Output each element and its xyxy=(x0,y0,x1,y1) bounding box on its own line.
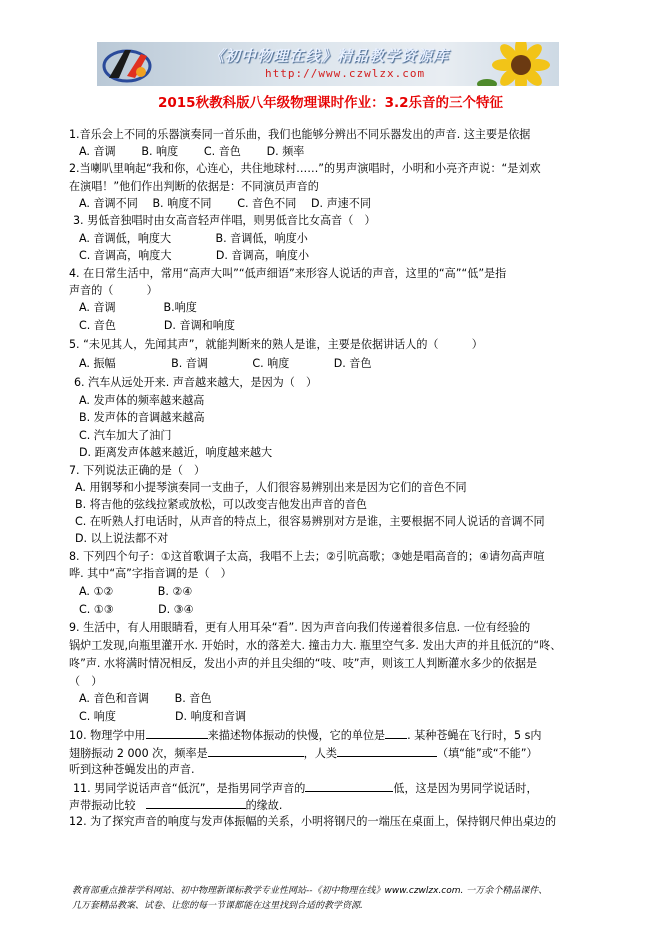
q9-options-cd: C. 响度 D. 响度和音调 xyxy=(79,710,247,723)
q10-blank-1[interactable] xyxy=(146,727,208,739)
q3-stem: 3. 男低音独唱时由女高音轻声伴唱，则男低音比女高音（ ） xyxy=(73,214,376,227)
q10-blank-2[interactable] xyxy=(385,727,407,739)
q3-options-cd: C. 音调高，响度大 D. 音调高，响度小 xyxy=(79,249,310,262)
q10-text-4: 翅膀振动 2 000 次，频率是 xyxy=(69,747,208,760)
q4-stem-line2: 声音的（ ） xyxy=(69,284,158,297)
q8-options-ab: A. ①② B. ②④ xyxy=(79,585,193,598)
q7-option-d: D. 以上说法都不对 xyxy=(75,532,169,545)
q2-stem-line1: 2.当喇叭里响起“我和你，心连心，共住地球村……”的男声演唱时，小明和小亮齐声说：“是刘欢 xyxy=(69,162,541,175)
czwlzx-logo-icon xyxy=(101,44,153,84)
q11-line1 xyxy=(73,780,538,797)
q11-text-3: 声带振动比较 xyxy=(69,799,136,812)
q10-blank-4[interactable] xyxy=(337,745,437,757)
q4-stem-line1: 4. 在日常生活中，常用“高声大叫”“低声细语”来形容人说话的声音，这里的“高”“低”是指 xyxy=(69,267,507,280)
document-title: 2015秋教科版八年级物理课时作业：3.2乐音的三个特征 xyxy=(158,95,503,111)
q9-options-ab: A. 音色和音调 B. 音色 xyxy=(79,692,212,705)
q9-stem-line2: 锅炉工发现,向瓶里灌开水. 开始时，水的落差大. 撞击力大. 瓶里空气多. 发出大声的并且低沉的“咚、 xyxy=(69,639,562,652)
q10-text-2: 来描述物体振动的快慢，它的单位是 xyxy=(207,729,386,742)
q8-stem-line2: 哗. 其中“高”字指音调的是（ ） xyxy=(69,567,232,580)
q6-option-c: C. 汽车加大了油门 xyxy=(79,429,172,442)
q2-stem-line2: 在演唱！”他们作出判断的依据是：不同演员声音的 xyxy=(69,180,319,193)
q4-options-ab: A. 音调 B.响度 xyxy=(79,301,197,314)
q10-text-5: ，人类 xyxy=(303,747,337,760)
q9-stem-line4: （ ） xyxy=(69,675,103,688)
q6-option-d: D. 距离发声体越来越近，响度越来越大 xyxy=(79,446,273,459)
q7-option-b: B. 将吉他的弦线拉紧或放松，可以改变吉他发出声音的音色 xyxy=(75,498,368,511)
q3-options-ab: A. 音调低，响度大 B. 音调低，响度小 xyxy=(79,232,308,245)
q10-line3: 听到这种苍蝇发出的声音. xyxy=(69,763,195,776)
q8-stem-line1: 8. 下列四个句子：①这首歌调子太高，我唱不上去；②引吭高歌；③她是唱高音的；④请勿高声喧 xyxy=(69,550,545,563)
banner-title: 《初中物理在线》精品教学资源库 xyxy=(209,47,450,65)
q10-line1 xyxy=(69,727,542,744)
q7-option-a: A. 用钢琴和小提琴演奏同一支曲子，人们很容易辨别出来是因为它们的音色不同 xyxy=(75,481,467,494)
q7-option-c: C. 在听熟人打电话时，从声音的特点上，很容易辨别对方是谁，主要根据不同人说话的音调不同 xyxy=(75,515,545,528)
q10-text-3: . 某种苍蝇在飞行时，5 s内 xyxy=(407,729,542,742)
footer-line1: 教育部重点推荐学科网站、初中物理新课标教学专业性网站--《初中物理在线》www.czwlzx.com. 一万余个精品课件、 xyxy=(72,886,548,896)
q12-stem: 12. 为了探究声音的响度与发声体振幅的关系，小明将钢尺的一端压在桌面上，保持钢尺伸出桌边的 xyxy=(69,815,557,828)
sunflower-icon xyxy=(475,42,557,86)
q6-option-a: A. 发声体的频率越来越高 xyxy=(79,394,205,407)
q2-options: A. 音调不同 B. 响度不同 C. 音色不同 D. 声速不同 xyxy=(79,197,371,210)
banner-url[interactable]: http://www.czwlzx.com xyxy=(265,67,426,80)
q9-stem-line3: 咚”声. 水将满时情况相反，发出小声的并且尖细的“吱、吱”声，则该工人判断灌水多少的依据是 xyxy=(69,657,538,670)
q10-line2 xyxy=(69,745,538,762)
q9-stem-line1: 9. 生活中，有人用眼睛看，更有人用耳朵“看”. 因为声音向我们传递着很多信息. 一位有经验的 xyxy=(69,621,531,634)
q10-text-1: 10. 物理学中用 xyxy=(69,729,146,742)
q6-stem: 6. 汽车从远处开来. 声音越来越大，是因为（ ） xyxy=(74,376,318,389)
q10-blank-3[interactable] xyxy=(208,745,304,757)
q11-text-4: 的缘故. xyxy=(245,799,283,812)
q1-stem: 1.音乐会上不同的乐器演奏同一首乐曲，我们也能够分辨出不同乐器发出的声音. 这主要是依据 xyxy=(69,128,531,141)
q8-options-cd: C. ①③ D. ③④ xyxy=(79,603,194,616)
site-banner xyxy=(97,42,559,86)
q5-options: A. 振幅 B. 音调 C. 响度 D. 音色 xyxy=(79,357,372,370)
q6-option-b: B. 发声体的音调越来越高 xyxy=(79,411,205,424)
q5-stem: 5. “未见其人，先闻其声”，就能判断来的熟人是谁，主要是依据讲话人的（ ） xyxy=(69,338,483,351)
q1-options: A. 音调 B. 响度 C. 音色 D. 频率 xyxy=(79,145,305,158)
q7-stem: 7. 下列说法正确的是（ ） xyxy=(69,464,206,477)
q11-blank-2[interactable] xyxy=(146,797,246,809)
q4-options-cd: C. 音色 D. 音调和响度 xyxy=(79,319,235,332)
q11-text-2: 低，这是因为男同学说话时， xyxy=(393,782,538,795)
q11-text-1: 11. 男同学说话声音“低沉”，是指男同学声音的 xyxy=(73,782,306,795)
q10-text-6: （填“能”或“不能”） xyxy=(436,747,538,760)
footer-line2: 几万套精品教案、试卷、让您的每一节课都能在这里找到合适的教学资源. xyxy=(72,901,363,911)
q11-blank-1[interactable] xyxy=(305,780,393,792)
q11-line2 xyxy=(69,797,282,814)
